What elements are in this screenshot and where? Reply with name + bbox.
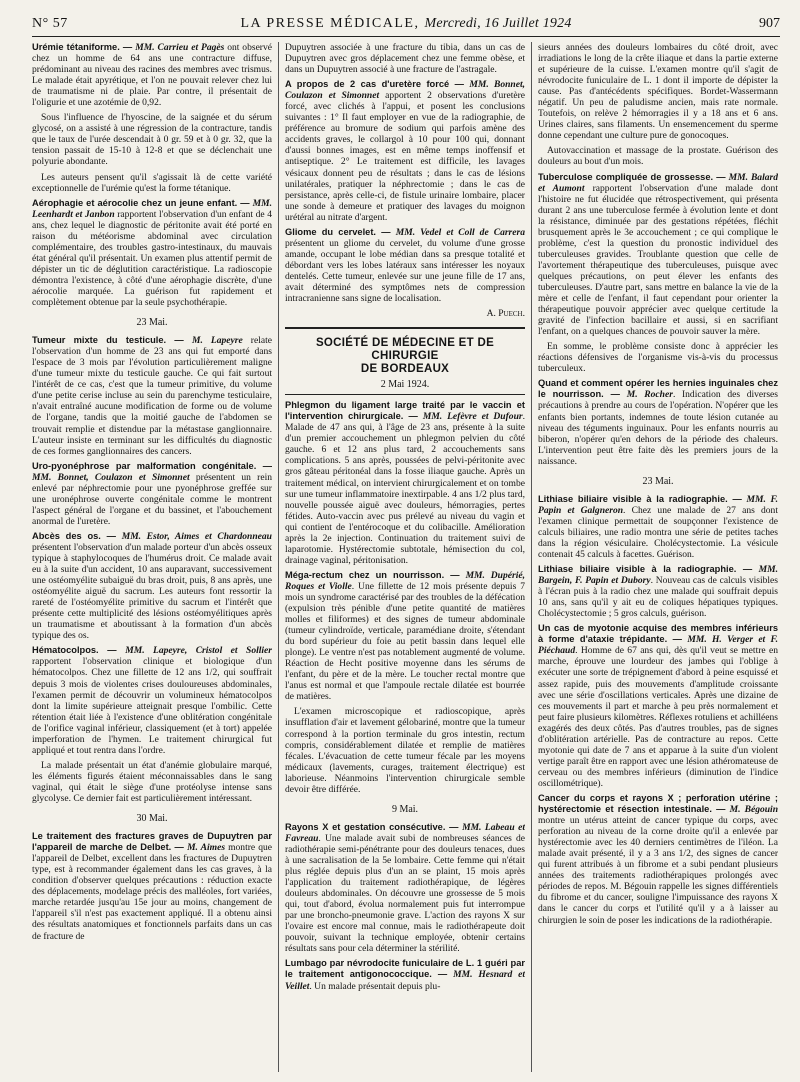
article-paragraph [538, 623, 778, 789]
article-authors: MM. Carrieu et Pagès [135, 42, 225, 53]
article-text: . Chez une malade de 27 ans dont l'examen clinique permettait de soupçonner l'existence de calculs biliaires, une radio montra une série de petites taches dans la région vésiculaire. Cholécystectomie. La vésicule contenait 45 calculs à facettes. Guérison. [538, 504, 778, 561]
article-paragraph [538, 793, 778, 926]
article-paragraph [538, 494, 778, 560]
article-paragraph [285, 79, 525, 223]
article-paragraph [32, 42, 272, 108]
issue-date: Mercredi, 16 Juillet 1924 [424, 16, 572, 31]
page-header [32, 14, 780, 37]
body-paragraph: La malade présentait un état d'anémie globulaire marqué, les éléments figurés étaient méconnaissables dans le sang vaginal, qui était le siège d'une protéolyse intense sans glycolyse. Ce dernier fait est particulièrement intéressant. [32, 759, 272, 804]
article-authors: MM. Lefèvre et Dufour [422, 411, 523, 423]
article-authors: M. Lapeyre [191, 335, 243, 347]
article-title: Uro-pyonéphrose par malformation congénitale. — [32, 460, 272, 471]
article-paragraph [285, 400, 525, 566]
article-title: Abcès des os. — [32, 530, 122, 541]
session-date: 9 Mai. [391, 803, 419, 815]
article-authors: MM. F. Papin et Galgneron [538, 493, 778, 516]
article-text: rapportent l'observation d'une malade dont l'histoire ne fut élucidée que rétrospectivement, qui présenta durant 2 ans une tuberculose fermée à évolution lente et dont la résistance, diminuée par des gestations répétées, fléchit brusquement après le 3e accouchement ; ce qui complique le problème, c'est la question du pronostic individuel des tuberculeuses gravides. Troublante question que celle de l'avortement thérapeutique des tuberculeuses, puisque avec quelques précautions, on peut élever les enfants des tuberculeuses. D'autre part, sans mettre en balance la vie de la mère et celle de l'enfant, il faut cependant pour orienter la thérapeutique pouvoir apprécier avec quelque certitude la gravité de l'infection bacillaire et aussi, si en sacrifiant l'enfant, on a quelques chances de pouvoir sauver la mère. [538, 182, 778, 338]
article-text: rapportent l'observation d'un enfant de 4 ans, chez lequel le diagnostic de péritonite avait été porté en raison du météorisme abdominal avec circulation complémentaire, des troubles gastro-intestinaux, du mauvais état général qu'il présentait. Un examen plus attentif permit de dépister un tic de déglutition caractéristique. La radioscopie démontra l'existence, à côté d'une aérophagie discrète, d'une aérocolie marquée. La guérison fut rapidement et complètement obtenue par la seule psychothérapie. [32, 208, 272, 309]
article-text: . Une malade avait subi de nombreuses séances de radiothérapie semi-pénétrante pour des douleurs tenaces, dues à une sacralisation de la 5e lombaire. Cette femme qui n'était plus réglée depuis plus d'un an se plaint, 15 mois après l'application du traitement radiothérapique, de légères douleurs abdominales. On découvre une grossesse de 5 mois qui, tout d'abord, évolua normalement puis fut interrompue par une broncho-pneumonie grave. L'action des rayons X sur l'ovaire est encore mal connue, mais le radiothérapeute doit pouvoir, suivant la technique employée, obtenir certains résultats sans pour cela déterminer la stérilité. [285, 832, 525, 955]
journal-title: LA PRESSE MÉDICALE, [240, 16, 420, 31]
article-text: montre que l'appareil de Delbet, excellent dans les fractures de Dupuytren type, est à recommander également dans les cas graves, à la condition d'observer quelques précautions : réduction exacte des déplacements, modelage précis des malléoles, fort variées, marche retardée jusqu'au 15e jour au moins, changement de l'appareil s'il n'est pas exactement appliqué. Il a obtenu ainsi des résultats anatomiques et fonctionnels parfaits dans un cas de fracture de [32, 842, 272, 942]
society-heading [285, 327, 525, 395]
page-number: 907 [759, 16, 780, 31]
article-text: . Homme de 67 ans qui, dès qu'il veut se mettre en marche, éprouve une lourdeur des jambes qui l'oblige à exécuter une sorte de trépignement d'abord à peine esquissé et assez rapide, puis des mouvements d'amplitude croissante avec une série d'oscillations verticales. Après une dizaine de ces mouvements il part et marche à peu près normalement et peut faire plusieurs kilomètres. Réflexes rotuliens et achilléens exagérés des deux côtés. Pas d'autres troubles, pas de signes d'oblitération artérielle. Pas de contracture au repos. Cette myotonie qui date de 7 ans et apparue à la suite d'un violent vertige paraît être en rapport avec une lésion athéromateuse de cerveau ou des membres inférieurs (diminution de l'indice oscillométrique). [538, 645, 778, 789]
article-title: Gliome du cervelet. — [285, 226, 396, 237]
article-title: Urémie tétaniforme. — [32, 42, 136, 52]
article-title: Méga-rectum chez un nourrisson. — [285, 569, 466, 580]
continued-paragraph: sieurs années des douleurs lombaires du côté droit, avec irradiations le long de la crête iliaque et dans la partie externe et supérieure de la cuisse. L'examen montre qu'il s'agit de névrodocite funiculaire de L. 1 dont il importe de dépister la cause. Pas d'antécédents spécifiques. Bordet-Wassermann négatif. Un peu de paludisme ancien, mais rate normale. Toutefois, on relève 2 hémorragies il y a 18 ans et 6 ans. Urines claires, sans filaments. Un ensemencement du sperme donne cependant une culture pure de gonocoques. [538, 42, 778, 142]
column-1 [32, 42, 272, 1076]
article-authors: M. Rocher [626, 389, 673, 401]
article-title: Un cas de myotonie acquise des membres inférieurs à forme d'ataxie trépidante. — [538, 623, 778, 645]
article-authors: MM. Vedel et Coll de Carrera [395, 226, 525, 238]
article-paragraph [32, 831, 272, 941]
article-text: présentent l'observation d'un malade porteur d'un abcès osseux typique à staphylocoques de l'humérus droit. Ce malade avait eu à la suite d'un accident, 10 ans auparavant, successivement une ostéomyélite subaiguë du bras droit, puis, 8 ans après, une ostéomyélite aiguë du sacrum. Les auteurs font ressortir la rareté de l'ostéomyélite primitive du sacrum et l'intérêt que présente cette multiplicité des lésions ostéomyélitiques après un traumatisme et aboutissant à la formation d'un abcès typique des os. [32, 541, 272, 642]
article-paragraph [285, 958, 525, 991]
article-authors: MM. Bonnet, Coulazon et Simonnet [285, 79, 525, 102]
article-authors: MM. Lapeyre, Cristol et Sollier [125, 645, 272, 657]
article-title: Cancer du corps et rayons X ; perforation utérine ; hystérectomie et résection intestinale. — [538, 793, 778, 815]
article-paragraph [32, 645, 272, 755]
article-authors: MM. Bargein, F. Papin et Dubory [538, 564, 778, 587]
article-title: Aérophagie et aérocolie chez un jeune enfant. — [32, 197, 253, 208]
session-date: 23 Mai. [642, 475, 674, 487]
session-date: 30 Mai. [136, 813, 168, 825]
article-authors: MM. Hesnard et Veillet [285, 969, 525, 992]
issue-number: N° 57 [32, 16, 68, 31]
article-text: . Nouveau cas de calculs visibles à l'écran puis à la radio chez une malade qui souffrait depuis 10 ans, sans qu'il y ait eu de coliques hépatiques typiques. Cholécystectomie ; 5 gros calculs, guérison. [538, 575, 778, 620]
article-paragraph [32, 198, 272, 308]
article-authors: MM. Labeau et Favreau [285, 821, 525, 844]
body-paragraph: Autovaccination et massage de la prostate. Guérison des douleurs au bout d'un mois. [538, 145, 778, 168]
article-text: . Indication des diverses précautions à prendre au cours de l'opération. N'opérer que les enfants bien portants, indemnes de toute lésion cutanée au niveau des téguments inguinaux. Pour les enfants nourris au biberon, n'opérer qu'en dehors de la période des chaleurs. L'intervention peut être faite dès les premiers jours de la naissance. [538, 389, 778, 467]
article-authors: M. Bégouin [729, 804, 778, 816]
continued-paragraph: Dupuytren associée à une fracture du tibia, dans un cas de Dupuytren avec gros déplacement chez une femme obèse, et dans un Dupuytren associé à une fracture de l'astragale. [285, 42, 525, 76]
column-rule [531, 42, 532, 1072]
article-text: présentent un gliome du cervelet, du volume d'une grosse amande, occupant le lobe médian dans sa presque totalité et débordant vers les lobes latéraux sans intéresser les noyaux dentelés. Cette tumeur, enlevée sur une jeune fille de 17 ans, avait déterminé des symptômes nets de compression intracranienne sans signe de localisation. [285, 237, 525, 305]
article-text: montre un utérus atteint de cancer typique du corps, avec perforation au niveau de la corne droite qu'il a enlevée par hystérectomie avec les 40 derniers centimètres de l'iléon. La malade avait présenté, il y a 3 ans 1/2, des signes de cancer qui furent attribués à un fibrome et a subi pendant plusieurs années des traitements radiothérapiques prolongés avec périodes de repos. M. Bégouin rappelle les signes différentiels du fibrome et du cancer, souligne l'impuissance des rayons X dans le cancer du corps et l'utilité qu'il y a à laisser au chirurgien le soin de poser les indications de la radiothérapie. [538, 815, 778, 926]
article-title: Lumbago par névrodocite funiculaire de L. 1 guéri par le traitement antigonococcique. — [285, 958, 525, 980]
column-3 [538, 42, 778, 1076]
body-paragraph: L'examen microscopique et radioscopique, après insufflation d'air et lavement gélobariné, montre que la tumeur correspond à la portion terminale du gros intestin, rectum compris, considérablement dilatée et remplie de matières fécales. L'évacuation de cette tumeur fécale par les moyens médicaux (lavements, curages, traitement électrique) est laborieuse. Néanmoins l'intervention chirurgicale semble devoir être différée. [285, 706, 525, 795]
column-2 [285, 42, 525, 1076]
article-authors: MM. Balard et Aumont [538, 171, 778, 194]
article-authors: MM. Estor, Aimes et Chardonneau [121, 530, 272, 542]
article-text: apportent 2 observations d'uretère forcé, avec clichés à l'appui, et posent les conclusions suivantes : 1° Il faut employer en vue de la radiographie, de préférence au bromure de sodium qui parfois amène des accidents graves, le collargol à 10 pour 100 qui, donnant d'aussi bonnes images, est en même temps inoffensif et antiseptique. 2° Le traitement est difficile, les lavages vésicaux donnent peu de résultats ; dans le cas de lésions unilatérales, pratiquer la néphrectomie ; dans le cas de persistance, après celle-ci, de fistule urinaire lombaire, placer une sonde à demeure et pratiquer des lavages du moignon urétéral au nitrate d'argent. [285, 90, 525, 223]
article-text: . Un malade présentait depuis plu- [309, 980, 441, 992]
article-paragraph [32, 335, 272, 457]
article-authors: MM. Leenhardt et Janbon [32, 197, 272, 220]
article-paragraph [285, 570, 525, 703]
article-text: relate l'observation d'un homme de 23 ans qui fut emporté dans l'espace de 3 mois par l'évolution particulièrement maligne d'une tumeur mixte du testicule gauche. Ce qui fait surtout l'intérêt de ce cas, c'est que la tumeur primitive, du volume d'une petite cerise incluse au sein du parenchyme testiculaire, n'avait entraîné aucune modification de forme ou de volume de l'organe, tandis que la moitié gauche de l'abdomen se trouvait remplie et distendue par la métastase ganglionnaire. L'auteur insiste en terminant sur les difficultés du diagnostic de ces formes ganglionnaires des cancers. [32, 335, 272, 457]
society-name: SOCIÉTÉ DE MÉDECINE ET DE CHIRURGIE [315, 337, 495, 363]
article-authors: M. Aimes [187, 842, 226, 854]
article-title: Tuberculose compliquée de grossesse. — [538, 171, 729, 182]
body-paragraph: En somme, le problème consiste donc à apprécier les réactions défensives de l'organisme vis-à-vis du processus tuberculeux. [538, 341, 778, 375]
article-paragraph [538, 564, 778, 619]
society-city: DE BORDEAUX [360, 363, 450, 376]
article-title: Lithiase biliaire visible à la radiographie. — [538, 564, 759, 575]
article-title: Le traitement des fractures graves de Dupuytren par l'appareil de marche de Delbet. — [32, 831, 272, 853]
session-date: 2 Mai 1924. [380, 379, 430, 391]
article-text: présentent un rein enlevé par néphrectomie pour une pyonéphrose greffée sur une uronéphrose ouverte congénitale comme le montrent l'aspect général de l'organe et du bassinet, et l'abouchement anormal de l'uretère. [32, 471, 272, 527]
article-title: Phlegmon du ligament large traité par le vaccin et l'intervention chirurgicale. — [285, 400, 525, 422]
article-paragraph [285, 822, 525, 955]
column-rule [278, 42, 279, 1072]
article-paragraph [32, 461, 272, 527]
session-date: 23 Mai. [136, 317, 168, 329]
article-authors: MM. Dupérié, Roques et Violle [285, 569, 525, 592]
article-authors: MM. H. Verger et F. Piéchaud [538, 634, 778, 657]
article-text: . Une fillette de 12 mois présente depuis 7 mois un syndrome caractérisé par des troubles de la défécation (expulsion très pénible d'une petite quantité de matières molles et filiformes) et des signes de tumeur abdominale (tumeur cylindroïde, verticale, paramédiane droite, s'étendant du bord supérieur du foie au petit bassin dans lequel elle plonge). Le ventre n'est pas notablement augmenté de volume. Réaction de Hecht positive moyenne dans les sérums de l'enfant, du père et de la mère. Le toucher rectal montre que l'anus est normal et que l'ampoule rectale dilatée est bourrée de matières. [285, 580, 525, 703]
article-paragraph [538, 172, 778, 338]
report-signature: A. Puech. [486, 308, 525, 320]
journal-title-line [32, 16, 780, 32]
article-paragraph [32, 531, 272, 641]
article-paragraph [538, 378, 778, 466]
article-authors: MM. Bonnet, Coulazon et Simonnet [32, 471, 190, 483]
article-title: Lithiase biliaire visible à la radiographie. — [538, 493, 747, 504]
article-title: Quand et comment opérer les hernies inguinales chez le nourrisson. — [538, 378, 778, 400]
article-title: A propos de 2 cas d'uretère forcé — [285, 79, 470, 90]
article-text: ont observé chez un homme de 64 ans une contracture diffuse, prédominant au niveau des racines des membres avec trismus. Le malade était apyrétique, et l'on ne pouvait relever chez lui de traumatisme ni de plaie. Par contre, il présentait de l'oligurie et une azotémie de 0,92. [32, 42, 272, 109]
article-title: Rayons X et gestation consécutive. — [285, 821, 463, 832]
article-paragraph [285, 227, 525, 304]
article-title: Hématocolpos. — [32, 645, 126, 656]
article-title: Tumeur mixte du testicule. — [32, 335, 192, 346]
body-paragraph: Les auteurs pensent qu'il s'agissait là de cette variété exceptionnelle de l'urémie qu'est la forme tétanique. [32, 171, 272, 194]
article-text: . Malade de 47 ans qui, à l'âge de 23 ans, présente à la suite d'un premier accouchement un phlegmon pelvien du côté gauche. 6 et 12 ans plus tard, 2 accouchements sans complications. 5 ans après, poussées de pelvi-péritonite avec gros gâteau péritonéal dans la fosse iliaque gauche. Après un traitement médical, on intervient chirurgicalement et on tombe sur une tumeur inflammatoire inextirpable. 4 ans 1/2 plus tard, nouvelle poussée aiguë avec douleurs, hémorragies, pertes fétides. Auto-vaccin avec pus prélevé au niveau du vagin et qui contient de l'entérocoque et du colibacille. Amélioration après la 2e injection. Continuation du traitement suivi de laparotomie. Hystérectomie subtotale, hémisection du col, drainage vaginal, péritonisation. [285, 411, 525, 566]
body-paragraph: Sous l'influence de l'hyoscine, de la saignée et du sérum glycosé, on a assisté à une régression de la contracture, tandis que le taux de l'urée descendait à 0 gr. 59 et à 0 gr. 32, que la tension passait de 15-10 à 12-8 et que se déclenchait une polyurie abondante. [32, 112, 272, 168]
article-text: rapportent l'observation clinique et biologique d'un hématocolpos. Chez une fillette de 12 ans 1/2, qui souffrait depuis 3 mois de violentes crises douloureuses abdominales, l'examen permit de découvrir un volumineux hématocolpos dont la limite supérieure atteignait presque l'ombilic. Cette rétention était liée à l'existence d'une oblitération congénitale de l'orifice vaginal inférieur, classiquement (et à tort) appelée imperforation de l'hymen. Le traitement chirurgical fut appliqué et tout rentra dans l'ordre. [32, 656, 272, 756]
